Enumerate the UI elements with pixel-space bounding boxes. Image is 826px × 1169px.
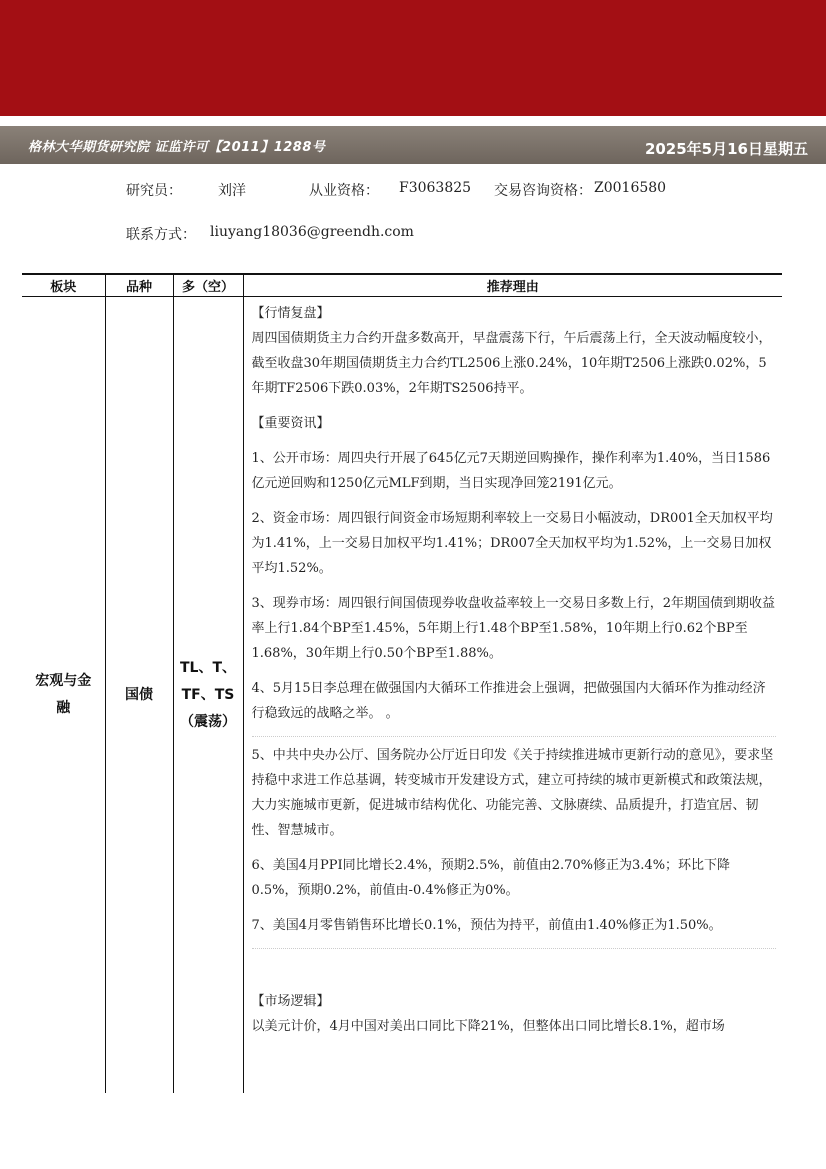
reason-cell (243, 297, 782, 1094)
header-variety: 品种 (105, 274, 173, 297)
table-header-row (22, 274, 782, 297)
variety-label: 国债 (125, 686, 153, 703)
market-review-text: 周四国债期货主力合约开盘多数高开，早盘震荡下行，午后震荡上行，全天波动幅度较小，截至收盘30年期国债期货主力合约TL2506上涨0.24%，10年期T2506上涨跌0.02%，5年期TF2506下跌0.03%，2年期TS2506持平。 (251, 331, 772, 396)
researcher-label: 研究员： (126, 183, 182, 199)
contact-email[interactable]: liuyang18036@greendh.com (210, 224, 414, 240)
market-review-title: 【行情复盘】 (251, 306, 330, 321)
sector-label: 宏观与金融 (35, 673, 92, 716)
qualification-number: F3063825 (399, 180, 472, 196)
logic-text: 以美元计价，4月中国对美出口同比下降21%，但整体出口同比增长8.1%，超市场 (251, 1019, 725, 1034)
header-sector: 板块 (22, 274, 105, 297)
org-banner (0, 126, 826, 164)
header-reason: 推荐理由 (243, 274, 782, 297)
direction-cell (173, 297, 243, 1094)
variety-cell (105, 297, 173, 1094)
contact-info (0, 224, 826, 246)
table-row (22, 297, 782, 1094)
qualification-label: 从业资格： (309, 183, 379, 199)
logic-title: 【市场逻辑】 (251, 994, 330, 1009)
report-date: 2025年5月16日星期五 (644, 140, 808, 158)
consult-label: 交易咨询资格： (494, 183, 592, 199)
news-item: 5、中共中央办公厅、国务院办公厅近日印发《关于持续推进城市更新行动的意见》，要求坚持稳中求进工作总基调，转变城市开发建设方式，建立可持续的城市更新模式和政策法规，大力实施城市更新，促进城市结构优化、功能完善、文脉赓续、品质提升，打造宜居、韧性、智慧城市。 (251, 748, 774, 838)
news-item: 6、美国4月PPI同比增长2.4%，预期2.5%，前值由2.70%修正为3.4%；环比下降0.5%，预期0.2%，前值由-0.4%修正为0%。 (251, 858, 731, 898)
researcher-name: 刘洋 (218, 183, 246, 199)
news-item: 4、5月15日李总理在做强国内大循环工作推进会上强调，把做强国内大循环作为推动经济行稳致远的战略之举。 。 (251, 681, 766, 721)
divider (252, 948, 777, 949)
top-red-banner (0, 0, 826, 116)
news-title: 【重要资讯】 (251, 416, 330, 431)
news-item: 2、资金市场：周四银行间资金市场短期利率较上一交易日小幅波动，DR001全天加权平均为1.41%，上一交易日加权平均1.41%；DR007全天加权平均为1.52%，上一交易日加权平均1.52%。 (251, 511, 773, 576)
direction-label: TL、T、TF、TS（震荡） (179, 659, 237, 730)
news-item: 3、现券市场：周四银行间国债现券收盘收益率较上一交易日多数上行，2年期国债到期收益率上行1.84个BP至1.45%，5年期上行1.48个BP至1.58%，10年期上行0.62个BP至1.68%，30年期上行0.50个BP至1.88%。 (251, 596, 776, 661)
contact-label: 联系方式： (126, 227, 196, 243)
header-direction: 多（空） (173, 274, 243, 297)
analyst-info (0, 180, 826, 202)
news-item: 7、美国4月零售销售环比增长0.1%，预估为持平，前值由1.40%修正为1.50%。 (251, 918, 722, 933)
sector-cell (22, 297, 105, 1094)
org-line: 格林大华期货研究院 证监许可【2011】1288号 (28, 140, 326, 155)
consult-number: Z0016580 (594, 180, 667, 196)
news-item: 1、公开市场：周四央行开展了645亿元7天期逆回购操作，操作利率为1.40%，当日1586亿元逆回购和1250亿元MLF到期，当日实现净回笼2191亿元。 (251, 451, 771, 491)
recommendation-table (22, 273, 782, 1093)
divider (252, 736, 777, 737)
